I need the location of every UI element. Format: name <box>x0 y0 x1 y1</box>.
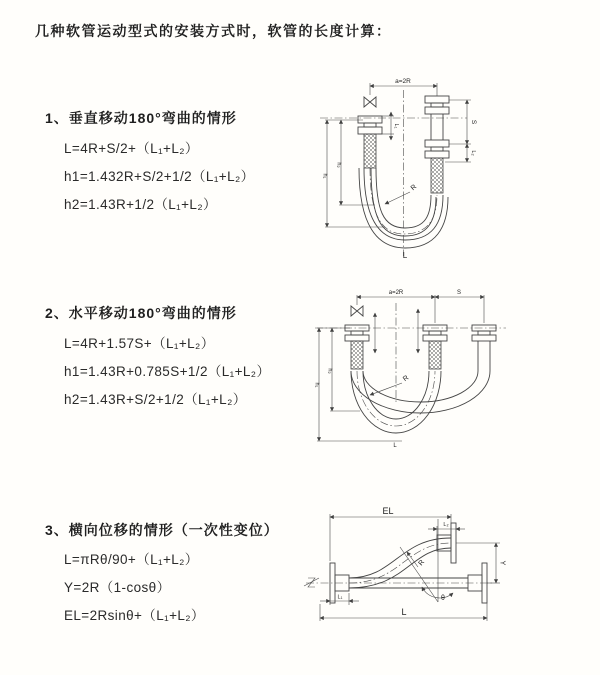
dim-label-l1: L₁ <box>393 123 399 129</box>
dim-label-a2r: a=2R <box>395 78 411 85</box>
dim-label-h1: h₁ <box>313 382 320 388</box>
section2-formula-h1: h1=1.43R+0.785S+1/2（L₁+L₂） <box>64 364 271 379</box>
dim-label-y: Y <box>498 560 506 566</box>
section2-formula-h2: h2=1.43R+S/2+1/2（L₁+L₂） <box>64 392 247 407</box>
right-flange-shifted <box>472 325 496 341</box>
right-lower-flange <box>425 140 449 158</box>
dim-label-theta: θ <box>441 595 445 602</box>
section3-heading: 3、横向位移的情形（一次性变位） <box>45 522 279 538</box>
dim-label-l: L <box>401 607 407 617</box>
construction-line-radius <box>400 547 438 602</box>
page-title: 几种软管运动型式的安装方式时，软管的长度计算： <box>35 23 392 39</box>
dim-label-l: L <box>393 443 397 449</box>
section3-formula-l: L=πRθ/90+（L₁+L₂） <box>64 552 199 567</box>
centerline-symbol <box>304 578 319 587</box>
dim-label-r: R <box>417 558 427 568</box>
valve-icon <box>364 97 376 107</box>
section1-heading: 1、垂直移动180°弯曲的情形 <box>45 110 237 126</box>
hose-outer-wall-shifted <box>351 371 490 413</box>
right-braid-section <box>431 158 443 193</box>
dim-label-r: R <box>402 374 411 384</box>
section3-formula-y: Y=2R（1-cosθ） <box>64 580 171 595</box>
section2-formula-l: L=4R+1.57S+（L₁+L₂） <box>64 336 215 351</box>
dim-label-h2: h₂ <box>326 368 333 374</box>
section1-formula-h1: h1=1.432R+S/2+1/2（L₁+L₂） <box>64 169 255 184</box>
dim-label-s: S <box>456 290 462 296</box>
valve-icon <box>351 306 363 316</box>
section3-formula-el: EL=2Rsinθ+（L₁+L₂） <box>64 608 205 623</box>
dim-label-l2: L₂ <box>470 150 476 156</box>
diagram-vertical-180-bend <box>315 70 510 262</box>
left-flange <box>358 116 382 134</box>
section1-formula-h2: h2=1.43R+1/2（L₁+L₂） <box>64 197 217 212</box>
left-braid-section <box>351 341 363 369</box>
middle-braid-section <box>429 341 441 369</box>
hose-inner-wall-shifted <box>363 371 478 402</box>
dim-label-s: S <box>470 119 477 125</box>
right-upper-flange <box>425 96 449 114</box>
dim-label-a2r: a=2R <box>388 290 404 296</box>
dim-label-r: R <box>409 183 419 193</box>
dim-label-l1: L₁ <box>337 594 343 601</box>
left-flange <box>345 325 369 341</box>
dim-label-l2: L₂ <box>443 522 449 528</box>
dim-label-h2: h₂ <box>335 162 342 168</box>
diagram-lateral-displacement <box>300 505 600 650</box>
dim-label-h1: h₁ <box>321 173 328 179</box>
dim-label-l: L <box>402 251 408 260</box>
middle-flange <box>423 325 447 341</box>
hose-centerline <box>349 543 451 583</box>
diagram-horizontal-180-bend <box>310 283 530 455</box>
radius-leader-line <box>385 192 410 204</box>
section2-heading: 2、水平移动180°弯曲的情形 <box>45 305 237 321</box>
left-braid-section <box>364 134 376 168</box>
dim-label-el: EL <box>382 506 394 516</box>
angle-arc <box>422 587 453 598</box>
section1-formula-l: L=4R+S/2+（L₁+L₂） <box>64 141 199 156</box>
radius-leader-line <box>370 383 402 395</box>
